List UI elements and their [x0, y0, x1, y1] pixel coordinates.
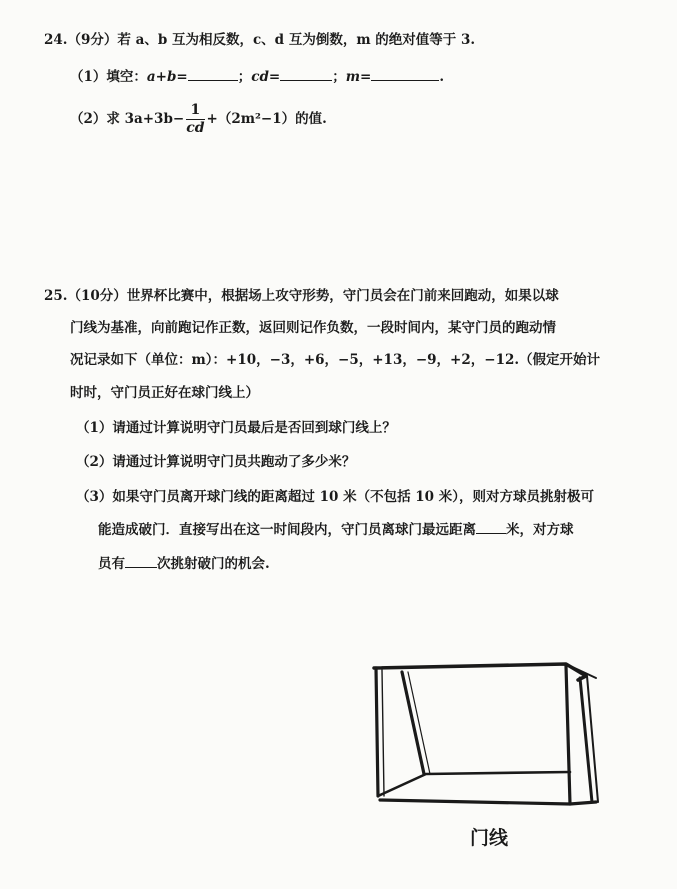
goal-line-caption: 门线	[470, 827, 509, 849]
q24-part2-prefix: （2）求 3a+3b−	[70, 111, 185, 127]
q25-sub3-line3-text-b: 次挑射破门的机会.	[157, 556, 270, 572]
q24-answer-blank-2[interactable]	[280, 66, 332, 81]
q24-part1	[70, 66, 444, 87]
q24-fraction	[186, 102, 204, 137]
q25-line-3: 况记录如下（单位：m）：+10，−3，+6，−5，+13，−9，+2，−12.（假定开始计	[70, 352, 601, 368]
q25-sub-question-3-line-2	[98, 519, 574, 540]
q25-sub-question-3-line-1: （3）如果守门员离开球门线的距离超过 10 米（不包括 10 米），则对方球员挑射极可	[76, 489, 595, 505]
q24-answer-blank-1[interactable]	[188, 66, 238, 81]
q24-fraction-denominator: cd	[186, 120, 205, 136]
q24-answer-blank-3[interactable]	[371, 66, 439, 81]
q24-part2-suffix: +（2m²−1）的值.	[206, 111, 327, 127]
q25-sub3-line2-text-b: 米，对方球	[506, 522, 574, 538]
q24-separator-1: ；	[237, 69, 252, 85]
q25-answer-blank-distance[interactable]	[476, 519, 506, 534]
q25-sub3-line3-text-a: 员有	[98, 556, 125, 572]
q25-line-4: 时时，守门员正好在球门线上）	[70, 385, 259, 401]
goal-frame-outline	[374, 664, 598, 804]
q24-stem: 24.（9分）若 a、b 互为相反数，c、d 互为倒数，m 的绝对值等于 3.	[44, 32, 476, 48]
q25-sub-question-3-line-3	[98, 553, 270, 574]
q24-part2	[70, 100, 327, 138]
q24-cd-label: cd=	[251, 69, 281, 85]
q24-m-label: m=	[345, 69, 372, 85]
q24-part1-prefix: （1）填空：	[70, 69, 147, 85]
q24-end-period: .	[439, 69, 445, 85]
soccer-goal-figure	[366, 656, 611, 826]
q25-line-1: 25.（10分）世界杯比赛中，根据场上攻守形势，守门员会在门前来回跑动，如果以球	[44, 288, 559, 304]
q25-sub-question-1: （1）请通过计算说明守门员最后是否回到球门线上？	[76, 420, 396, 436]
q25-sub-question-2: （2）请通过计算说明守门员共跑动了多少米？	[76, 454, 356, 470]
q24-a-plus-b-label: a+b=	[146, 69, 188, 85]
q24-fraction-numerator: 1	[186, 102, 204, 120]
q25-line-2: 门线为基准，向前跑记作正数，返回则记作负数，一段时间内，某守门员的跑动情	[70, 320, 556, 336]
q25-sub3-line2-text-a: 能造成破门．直接写出在这一时间段内，守门员离球门最远距离	[98, 522, 476, 538]
q25-answer-blank-chances[interactable]	[125, 553, 157, 568]
q24-separator-2: ；	[332, 69, 346, 85]
